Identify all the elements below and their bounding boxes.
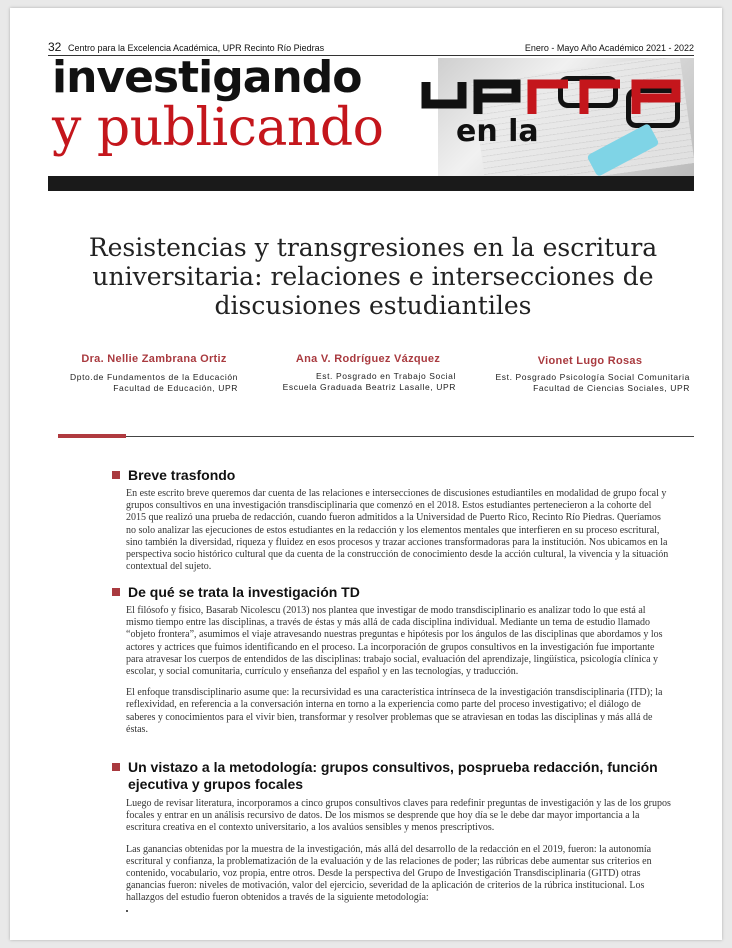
- article-title: Resistencias y transgresiones en la escritura universitaria: relaciones e intersecciones de discusiones estudiantiles: [88, 233, 658, 320]
- paragraph: En este escrito breve queremos dar cuenta de las relaciones e intersecciones de discusiones estudiantiles en modalidad de grupo focal y grupos consultivos en una investigación transdisciplinaria que comenzó en el 2018. Estos estudiantes pertenecieron a la cohorte del 2015 que realizó una prueba de redacción, cuando fueron admitidos a la Universidad de Puerto Rico, Recinto Río Piedras. Queríamos no solo analizar las ejecuciones de estos estudiantes en la redacción y los elementos mentales que interfieren en su proceso escritural, sino también la diversidad, riqueza y fluidez en esos procesos y trazar acciones transformadoras para la institución. Nos ubicamos en la perspectiva socio histórico cultural que da cuenta de la construcción de conocimiento desde la acción cultural, la vivencia y la situación contextual del sujeto.: [126, 488, 669, 573]
- section-methodology: [112, 759, 672, 905]
- square-bullet-icon: [112, 763, 120, 771]
- author-name: Ana V. Rodríguez Vázquez: [295, 353, 441, 365]
- banner-title-line2: y publicando: [52, 98, 384, 158]
- author-affiliation: Est. Posgrado en Trabajo Social: [315, 371, 456, 381]
- paragraph: Luego de revisar literatura, incorporamos a cinco grupos consultivos claves para redefinir preguntas de investigación y las de los grupos focales y entrar en un análisis recursivo de datos. De los mismos se desprende que hoy día se le debe dar mayor importancia a la escritura creativa en el contexto universitario, a los avalúos sensibles y menos prescriptivos.: [126, 798, 671, 834]
- section-heading: Un vistazo a la metodología: grupos consultivos, posprueba redacción, función ejecutiva y grupos focales: [128, 759, 658, 792]
- paragraph: El enfoque transdisciplinario asume que: la recursividad es una característica intrínseca de la investigación transdisciplinaria (ITD); la reflexividad, en referencia a la conversación interna en torno a la experiencia como parte del proceso investigativo; el diálogo de saberes y conocimientos para el vivir bien, transformar y resolver problemas que se atraviesan en todas las disciplinas y más allá de éstas.: [126, 687, 663, 735]
- section-divider: [58, 436, 694, 437]
- running-header: [48, 38, 694, 56]
- author-block: [70, 353, 238, 394]
- author-block: [490, 355, 690, 394]
- author-affiliation: Facultad de Ciencias Sociales, UPR: [533, 383, 690, 393]
- banner-title-line3: en la: [456, 114, 539, 149]
- banner-title-line1: investigando: [52, 58, 362, 103]
- section-td-research: [112, 584, 672, 736]
- author-name: Dra. Nellie Zambrana Ortiz: [81, 353, 227, 365]
- document-page: [10, 8, 722, 940]
- author-affiliation: Facultad de Educación, UPR: [113, 383, 238, 393]
- divider-accent: [58, 434, 126, 438]
- paragraph: El filósofo y físico, Basarab Nicolescu (2013) nos plantea que investigar de modo transdisciplinario es analizar todo lo que está al mismo tiempo entre las disciplinas, a través de éstas y más allá de cada disciplina individual. Mediante un tema de estudio llamado “objeto frontera”, asumimos el viaje atravesando nuestras preguntas e hipótesis por los ángulos de las disciplinas que abordamos y los actores y actrices que fuimos identificando en el proceso. La incorporación de grupos consultivos en la investigación fue importante para atravesar los cuerpos de entendidos de las disciplinas: trabajo social, evaluación del aprendizaje, lingüística, psicología clínica y escolar, y social comunitaria, currículo y enseñanza del español y en las tecnologías, y traducción.: [126, 605, 663, 678]
- author-affiliation: Est. Posgrado Psicología Social Comunitaria: [495, 372, 690, 382]
- section-heading: Breve trasfondo: [128, 467, 236, 483]
- section-heading: De qué se trata la investigación TD: [128, 584, 360, 600]
- section-banner: [48, 58, 694, 191]
- uprrp-logo: [418, 78, 688, 118]
- author-affiliation: Dpto.de Fundamentos de la Educación: [70, 372, 238, 382]
- section-background: [112, 467, 672, 573]
- square-bullet-icon: [112, 588, 120, 596]
- header-institution: Centro para la Excelencia Académica, UPR Recinto Río Piedras: [68, 43, 325, 53]
- banner-bottom-bar: [48, 176, 694, 191]
- author-block: [280, 353, 456, 393]
- header-date: Enero - Mayo Año Académico 2021 - 2022: [524, 43, 694, 53]
- paragraph: Las ganancias obtenidas por la muestra de la investigación, más allá del desarrollo de la redacción en el 2019, fueron: la autonomía escritural y confianza, la problematización de la evaluación y de las relaciones de poder; las rúbricas debe aumentar sus criterios en contenido, vocabulario, voz propia, entre otros. Desde la perspectiva del Grupo de Investigación Transdisciplinaria (GITD) otras ganancias fueron: niveles de motivación, valor del ejercicio, severidad de la aplicación de criterios de la rúbrica institucional. Los hallazgos del estudio fueron obtenidos a través de la siguiente metodología:: [126, 843, 652, 904]
- square-bullet-icon: [112, 471, 120, 479]
- author-affiliation: Escuela Graduada Beatriz Lasalle, UPR: [282, 382, 456, 392]
- page-number: 32: [48, 40, 62, 54]
- end-mark: [126, 910, 128, 912]
- author-name: Vionet Lugo Rosas: [537, 355, 643, 367]
